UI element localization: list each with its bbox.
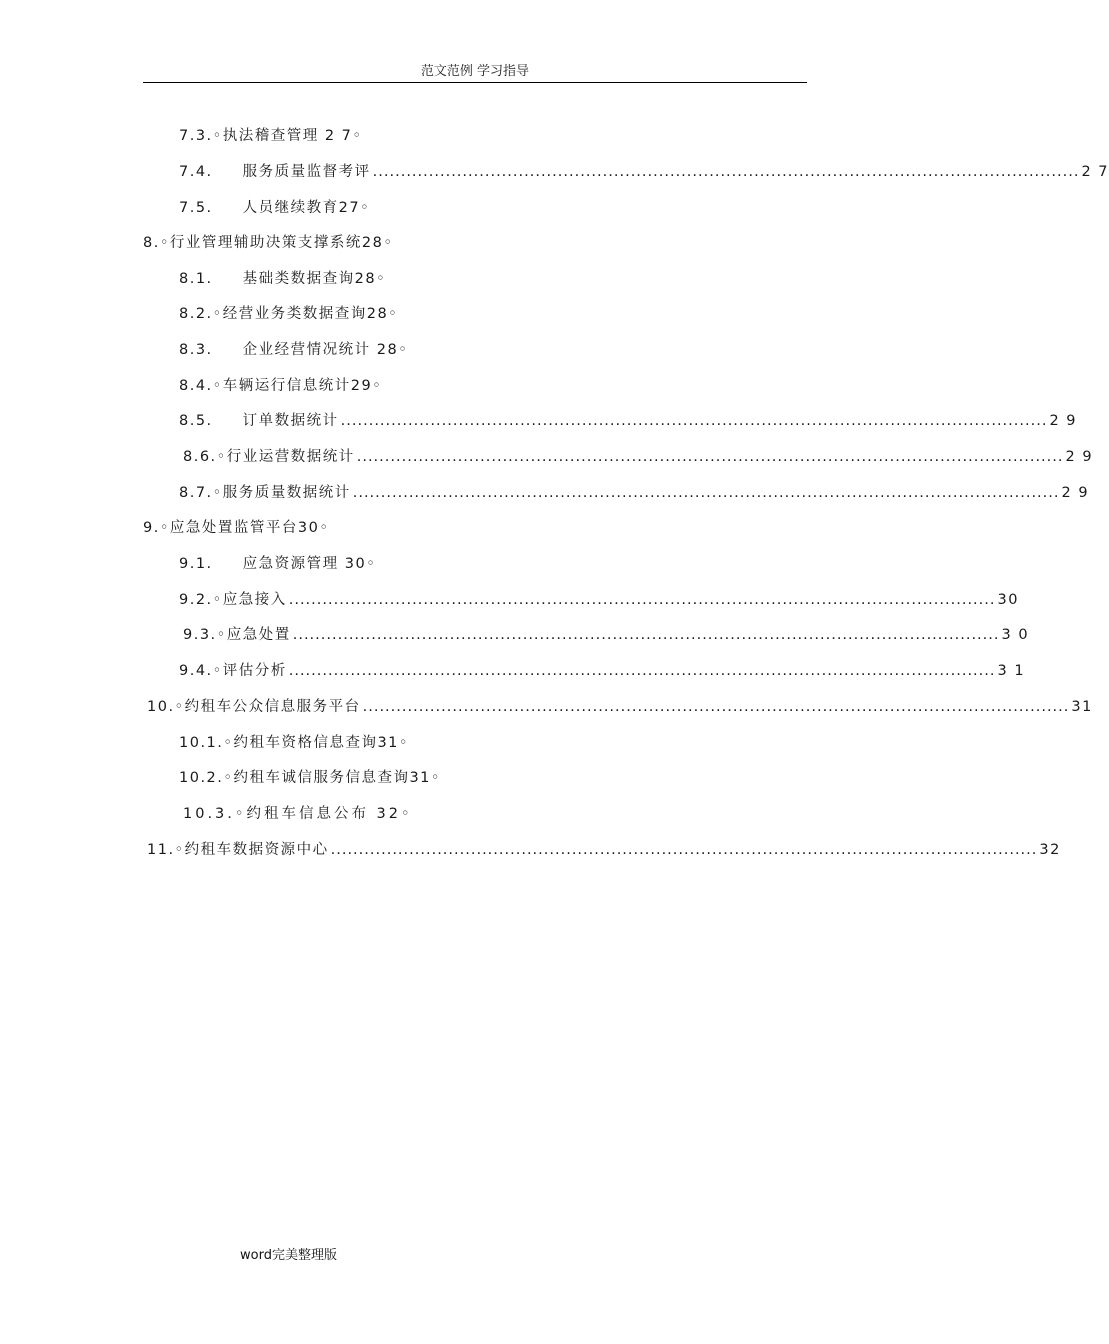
toc-leader-dots: ..............................................................................................................................	[340, 413, 1048, 429]
toc-entry-8-7[interactable]	[179, 481, 1090, 505]
toc-entry-8-5[interactable]	[179, 409, 1077, 433]
toc-entry-title: 9.3.◦应急处置	[183, 627, 291, 643]
toc-entry-9-3[interactable]	[183, 623, 1030, 647]
toc-entry-page: 30	[997, 592, 1019, 608]
toc-entry-page: 2 9	[1061, 485, 1090, 501]
toc-entry-9-4[interactable]	[179, 659, 1026, 683]
toc-entry-8-6[interactable]	[183, 445, 1094, 469]
toc-entry-10[interactable]	[147, 695, 1093, 719]
toc-entry-10-3[interactable]	[183, 802, 413, 826]
toc-entry-title: 基础类数据查询28◦	[242, 271, 387, 287]
toc-entry-9-1[interactable]	[179, 552, 376, 576]
toc-entry-8-2[interactable]	[179, 302, 398, 326]
toc-entry-8-1[interactable]	[179, 267, 386, 291]
toc-entry-number: 7.3.	[179, 128, 213, 144]
toc-entry-number: 8.5.	[179, 413, 213, 429]
toc-entry-number: 9.1.	[179, 556, 213, 572]
toc-entry-title: 10.2.◦约租车诚信服务信息查询31◦	[179, 770, 441, 786]
toc-entry-number: 8.1.	[179, 271, 213, 287]
toc-entry-7-4[interactable]	[179, 160, 1109, 184]
toc-leader-dots: ..............................................................................................................................	[330, 842, 1038, 858]
toc-entry-title: 8.6.◦行业运营数据统计	[183, 449, 355, 465]
toc-entry-title: 8.◦行业管理辅助决策支撑系统28◦	[143, 235, 394, 251]
toc-entry-title: 9.◦应急处置监管平台30◦	[143, 520, 330, 536]
toc-entry-10-2[interactable]	[179, 766, 441, 790]
toc-entry-title: 应急资源管理 30◦	[242, 556, 377, 572]
toc-entry-8[interactable]	[143, 231, 393, 255]
toc-entry-title: 人员继续教育27◦	[242, 200, 371, 216]
toc-leader-dots: ..............................................................................................................................	[292, 627, 1000, 643]
toc-entry-page: 32	[1039, 842, 1061, 858]
toc-entry-title: 11.◦约租车数据资源中心	[147, 842, 329, 858]
toc-entry-title: 9.4.◦评估分析	[179, 663, 287, 679]
toc-entry-10-1[interactable]	[179, 731, 409, 755]
toc-entry-9[interactable]	[143, 516, 329, 540]
toc-entry-number: 7.5.	[179, 200, 213, 216]
toc-entry-8-3[interactable]	[179, 338, 408, 362]
toc-entry-title: 企业经营情况统计 28◦	[242, 342, 409, 358]
toc-entry-8-4[interactable]	[179, 374, 382, 398]
toc-entry-title: 8.2.◦经营业务类数据查询28◦	[179, 306, 399, 322]
toc-leader-dots: ..............................................................................................................................	[362, 699, 1070, 715]
toc-entry-title: ◦执法稽查管理 2 7◦	[212, 128, 363, 144]
toc-entry-title: 10.1.◦约租车资格信息查询31◦	[179, 735, 409, 751]
toc-entry-page: 3 1	[997, 663, 1026, 679]
page-header: 范文范例 学习指导	[143, 62, 807, 83]
toc-entry-7-3[interactable]	[179, 124, 362, 148]
page-footer: word完美整理版	[240, 1248, 337, 1263]
toc-leader-dots: ..............................................................................................................................	[352, 485, 1060, 501]
toc-entry-9-2[interactable]	[179, 588, 1019, 612]
toc-entry-title: 9.2.◦应急接入	[179, 592, 287, 608]
toc-entry-page: 2 7	[1081, 164, 1109, 180]
toc-entry-title: 8.7.◦服务质量数据统计	[179, 485, 351, 501]
toc-entry-page: 2 9	[1065, 449, 1094, 465]
toc-entry-11[interactable]	[147, 838, 1061, 862]
toc-entry-title: 10.◦约租车公众信息服务平台	[147, 699, 361, 715]
toc-entry-title: 10.3.◦约租车信息公布 32◦	[183, 806, 413, 822]
toc-leader-dots: ..............................................................................................................................	[288, 592, 996, 608]
toc-entry-page: 31	[1071, 699, 1093, 715]
toc-entry-number: 7.4.	[179, 164, 213, 180]
toc-entry-title: 订单数据统计	[242, 413, 339, 429]
toc-entry-page: 2 9	[1049, 413, 1077, 429]
toc-leader-dots: ..............................................................................................................................	[372, 164, 1080, 180]
toc-leader-dots: ..............................................................................................................................	[356, 449, 1064, 465]
toc-entry-title: 8.4.◦车辆运行信息统计29◦	[179, 378, 383, 394]
toc-entry-number: 8.3.	[179, 342, 213, 358]
toc-leader-dots: ..............................................................................................................................	[288, 663, 996, 679]
toc-entry-7-5[interactable]	[179, 196, 370, 220]
toc-entry-title: 服务质量监督考评	[242, 164, 371, 180]
toc-entry-page: 3 0	[1001, 627, 1030, 643]
